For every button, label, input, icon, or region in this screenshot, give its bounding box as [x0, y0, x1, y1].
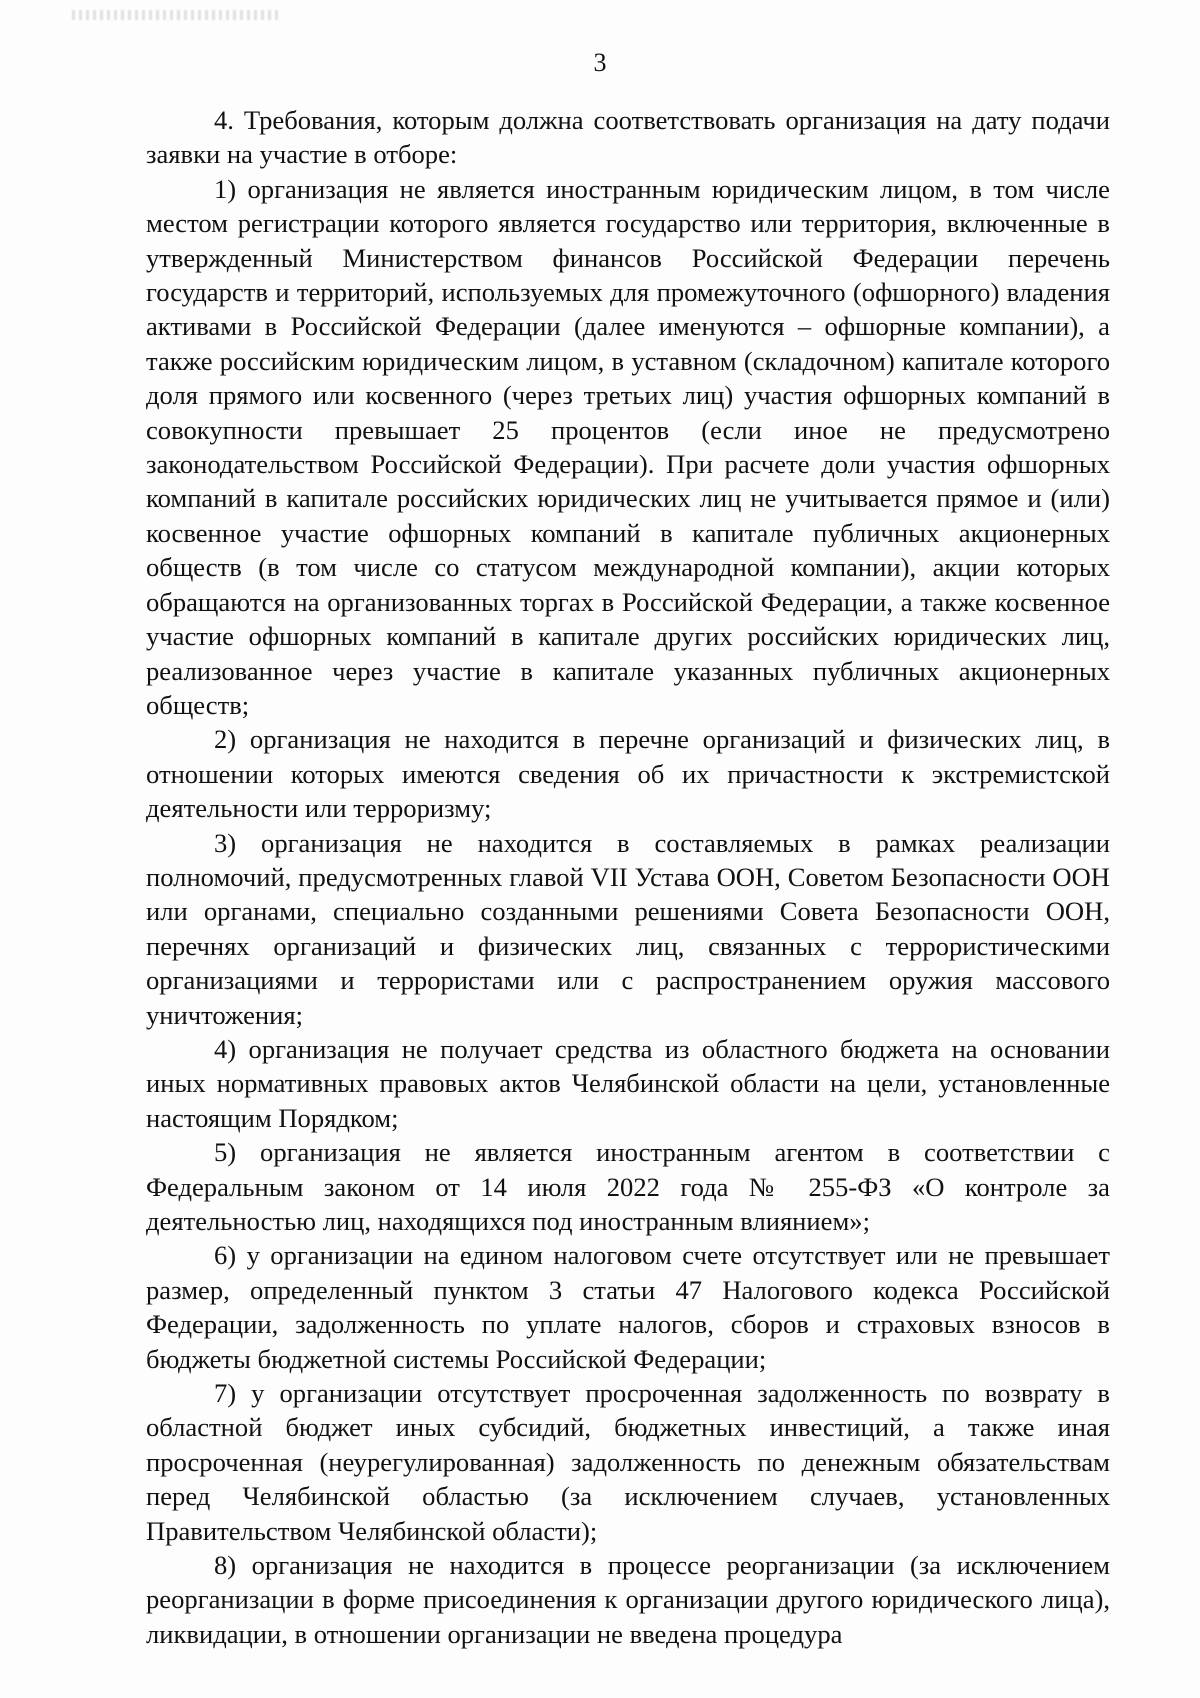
document-body	[146, 103, 1110, 1651]
paragraph-item-6: 6) у организации на едином налоговом счете отсутствует или не превышает размер, определенный пунктом 3 статьи 47 Налогового кодекса Российской Федерации, задолженность по уплате налогов, сборов и страховых взносов в бюджеты бюджетной системы Российской Федерации;	[146, 1240, 1110, 1374]
paragraph-item-8: 8) организация не находится в процессе реорганизации (за исключением реорганизации в форме присоединения к организации другого юридического лица), ликвидации, в отношении организации не введена процедура	[146, 1550, 1110, 1649]
paragraph-item-3: 3) организация не находится в составляемых в рамках реализации полномочий, предусмотренных главой VII Устава ООН, Советом Безопасности ООН или органами, специально созданными решениями Совета Безопасности ООН, перечнях организаций и физических лиц, связанных с террористическими организациями и террористами или с распространением оружия массового уничтожения;	[146, 827, 1110, 1030]
paragraph-item-1: 1) организация не является иностранным юридическим лицом, в том числе местом регистрации которого является государство или территория, включенные в утвержденный Министерством финансов Российской Федерации перечень государств и территорий, используемых для промежуточного (офшорного) владения активами в Российской Федерации (далее именуются – офшорные компании), а также российским юридическим лицом, в уставном (складочном) капитале которого доля прямого или косвенного (через третьих лиц) участия офшорных компаний в совокупности превышает 25 процентов (если иное не предусмотрено законодательством Российской Федерации). При расчете доли участия офшорных компаний в капитале российских юридических лиц не учитывается прямое и (или) косвенное участие офшорных компаний в капитале публичных акционерных обществ (в том числе со статусом международной компании), акции которых обращаются на организованных торгах в Российской Федерации, а также косвенное участие офшорных компаний в капитале других российских юридических лиц, реализованное через участие в капитале указанных публичных акционерных обществ;	[146, 173, 1110, 720]
paragraph-requirements-intro: 4. Требования, которым должна соответствовать организация на дату подачи заявки на участие в отборе:	[146, 105, 1110, 170]
paragraph-item-5: 5) организация не является иностранным агентом в соответствии с Федеральным законом от 14 июля 2022 года № 255-ФЗ «О контроле за деятельностью лиц, находящихся под иностранным влиянием»;	[146, 1137, 1110, 1236]
page-number: 3	[593, 48, 607, 77]
paragraph-item-2: 2) организация не находится в перечне организаций и физических лиц, в отношении которых имеются сведения об их причастности к экстремистской деятельности или терроризму;	[146, 724, 1110, 824]
paragraph-item-7: 7) у организации отсутствует просроченная задолженность по возврату в областной бюджет иных субсидий, бюджетных инвестиций, а также иная просроченная (неурегулированная) задолженность по денежным обязательствам перед Челябинской областью (за исключением случаев, установленных Правительством Челябинской области);	[146, 1378, 1110, 1546]
scan-artifact	[72, 10, 282, 20]
paragraph-item-4: 4) организация не получает средства из областного бюджета на основании иных нормативных правовых актов Челябинской области на цели, установленные настоящим Порядком;	[146, 1033, 1110, 1133]
